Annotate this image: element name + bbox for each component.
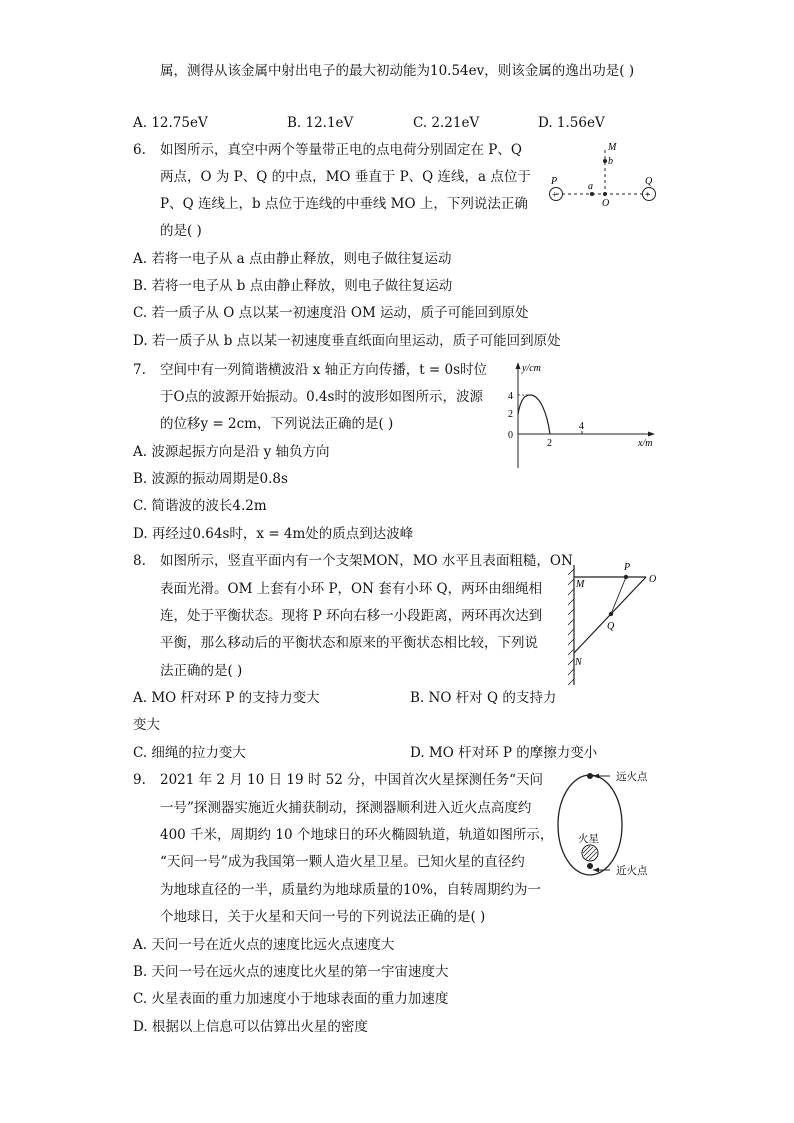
far-arrow-icon — [593, 774, 599, 779]
q9-option-b: B. 天问一号在远火点的速度比火星的第一宇宙速度大 — [133, 964, 449, 980]
tick-origin: 0 — [508, 430, 513, 441]
string-pq — [611, 577, 626, 614]
label-p: P — [624, 562, 631, 573]
q7-stem-line2: 于O点的波源开始振动。0.4s时的波形如图所示，波源 — [160, 389, 483, 405]
q7-wave-figure — [500, 358, 665, 473]
point-a-dot — [590, 192, 594, 196]
q8-option-d: D. MO 杆对环 P 的摩擦力变小 — [410, 745, 598, 761]
y-axis-arrow-icon — [516, 362, 521, 369]
q7-option-b: B. 波源的振动周期是0.8s — [133, 471, 288, 487]
charge-p-plus: + — [552, 190, 558, 201]
q9-orbit-figure — [550, 768, 665, 883]
q5-option-b: B. 12.1eV — [287, 115, 354, 131]
tick-y2: 2 — [508, 409, 513, 420]
q8-frame-figure — [565, 555, 665, 690]
q6-stem-line3: P、Q 连线上，b 点位于连线的中垂线 MO 上，下列说法正确 — [160, 196, 528, 212]
q6-number: 6. — [133, 142, 146, 158]
x-axis-label: x/m — [638, 438, 653, 449]
y-axis-label: y/cm — [522, 363, 541, 374]
x-axis-arrow-icon — [648, 432, 655, 437]
q8-option-b: B. NO 杆对 Q 的支持力 — [410, 690, 557, 706]
q6-stem-line1: 如图所示，真空中两个等量带正电的点电荷分别固定在 P、Q — [160, 142, 522, 158]
q9-stem-line6: 个地球日，关于火星和天问一号的下列说法正确的是( ) — [160, 909, 486, 925]
q8-stem-line2: 表面光滑。OM 上套有小环 P，ON 套有小环 Q，两环由细绳相 — [160, 581, 543, 597]
q6-option-a: A. 若将一电子从 a 点由静止释放，则电子做往复运动 — [133, 251, 452, 267]
q7-option-a: A. 波源起振方向是沿 y 轴负方向 — [133, 444, 330, 460]
label-n: N — [575, 657, 582, 668]
q8-option-b-cont: 变大 — [133, 717, 160, 733]
q8-stem-line5: 法正确的是( ) — [160, 663, 243, 679]
q7-stem-line1: 空间中有一列简谐横波沿 x 轴正方向传播，t = 0s时位 — [160, 362, 488, 378]
q8-option-c: C. 细绳的拉力变大 — [133, 745, 246, 761]
q8-option-a: A. MO 杆对环 P 的支持力变大 — [133, 690, 320, 706]
q6-charge-figure — [540, 140, 665, 210]
charge-q-plus: + — [645, 190, 651, 201]
q7-option-c: C. 简谐波的波长4.2m — [133, 498, 267, 514]
q8-stem-line1: 如图所示，竖直平面内有一个支架MON，MO 水平且表面粗糙，ON — [160, 553, 573, 569]
tick-y4: 4 — [508, 391, 513, 402]
q9-option-c: C. 火星表面的重力加速度小于地球表面的重力加速度 — [133, 991, 449, 1007]
q9-stem-line1: 2021 年 2 月 10 日 19 时 52 分，中国首次火星探测任务“天问 — [160, 772, 544, 788]
q5-option-a: A. 12.75eV — [133, 115, 208, 131]
q5-tail: 属，测得从该金属中射出电子的最大初动能为10.54ev，则该金属的逸出功是( ) — [160, 63, 635, 79]
q9-option-a: A. 天问一号在近火点的速度比远火点速度大 — [133, 937, 395, 953]
q6-option-c: C. 若一质子从 O 点以某一初速度沿 OM 运动，质子可能回到原处 — [133, 305, 529, 321]
waveform-curve — [518, 395, 550, 434]
q5-option-d: D. 1.56eV — [538, 115, 605, 131]
q9-stem-line3: 400 千米，周期约 10 个地球日的环火椭圆轨道，轨道如图所示， — [160, 827, 554, 843]
point-o-dot — [603, 192, 607, 196]
label-o: O — [602, 198, 610, 209]
q8-stem-line3: 连，处于平衡状态。现将 P 环向右移一小段距离，两环再次达到 — [160, 608, 543, 624]
far-point-label: 远火点 — [616, 772, 648, 783]
q6-stem-line4: 的是( ) — [160, 223, 202, 239]
q5-option-c: C. 2.21eV — [413, 115, 480, 131]
q7-stem-line3: 的位移y = 2cm，下列说法正确的是( ) — [160, 416, 394, 432]
ring-q-icon — [609, 612, 613, 616]
q9-stem-line2: 一号”探测器实施近火捕获制动，探测器顺利进入近火点高度约 — [160, 800, 532, 816]
q8-number: 8. — [133, 553, 146, 569]
mars-label: 火星 — [578, 834, 599, 845]
q9-stem-line4: “天问一号”成为我国第一颗人造火星卫星。已知火星的直径约 — [160, 854, 525, 870]
tick-x2: 2 — [547, 438, 552, 449]
probe-far-dot — [587, 773, 593, 779]
label-a: a — [588, 181, 593, 192]
near-point-label: 近火点 — [616, 866, 648, 877]
q9-option-d: D. 根据以上信息可以估算出火星的密度 — [133, 1019, 368, 1035]
ring-p-icon — [624, 575, 628, 579]
label-b: b — [608, 156, 613, 167]
wall-hatch — [568, 569, 574, 685]
label-o: O — [649, 574, 657, 585]
label-m: M — [608, 142, 617, 153]
q7-number: 7. — [133, 362, 146, 378]
q6-option-d: D. 若一质子从 b 点以某一初速度垂直纸面向里运动，质子可能回到原处 — [133, 333, 561, 349]
q9-number: 9. — [133, 772, 146, 788]
q6-option-b: B. 若将一电子从 b 点由静止释放，则电子做往复运动 — [133, 278, 453, 294]
near-arrow-icon — [593, 868, 599, 873]
label-m: M — [576, 579, 585, 590]
probe-near-dot — [587, 863, 593, 869]
q6-stem-line2: 两点，O 为 P、Q 的中点，MO 垂直于 P、Q 连线，a 点位于 — [160, 169, 531, 185]
label-q: Q — [607, 621, 615, 632]
point-b-dot — [603, 159, 607, 163]
q8-stem-line4: 平衡，那么移动后的平衡状态和原来的平衡状态相比较，下列说 — [160, 635, 538, 651]
label-q: Q — [645, 176, 653, 187]
tick-x4: 4 — [579, 421, 584, 432]
q9-stem-line5: 为地球直径的一半，质量约为地球质量的10%，自转周期约为一 — [160, 882, 542, 898]
label-p: P — [551, 176, 558, 187]
q7-option-d: D. 再经过0.64s时，x = 4m处的质点到达波峰 — [133, 526, 414, 542]
